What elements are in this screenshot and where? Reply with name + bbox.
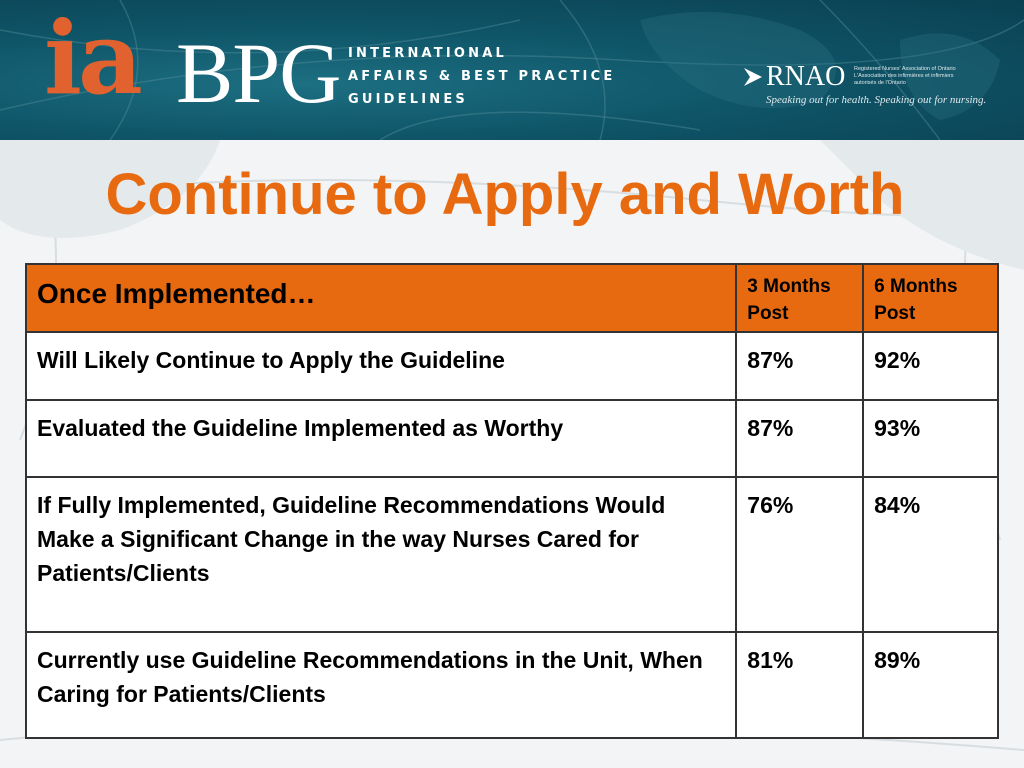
value-6-months-cell: 93%	[863, 400, 998, 477]
rnao-name: RNAO	[766, 61, 846, 92]
value-3-months-cell: 87%	[736, 332, 863, 400]
value-6-months-cell: 89%	[863, 632, 998, 738]
table-header-row	[26, 264, 998, 332]
value-3-months-cell: 81%	[736, 632, 863, 738]
column-header-statement: Once Implemented…	[26, 264, 736, 332]
rnao-org-line: autorisés de l'Ontario	[854, 80, 906, 86]
ia-logo: ia	[44, 0, 139, 117]
column-header-6-months: 6 Months Post	[863, 264, 998, 332]
slide-title: Continue to Apply and Worth	[105, 162, 905, 227]
statement-cell: Evaluated the Guideline Implemented as Worthy	[26, 400, 736, 477]
results-table	[25, 263, 999, 739]
value-6-months-cell: 84%	[863, 477, 998, 632]
column-header-3-months: 3 Months Post	[736, 264, 863, 332]
table-row	[26, 632, 998, 738]
statement-cell: Currently use Guideline Recommendations in the Unit, When Caring for Patients/Clients	[26, 632, 736, 738]
logo-tagline-line: GUIDELINES	[348, 92, 468, 107]
logo-tagline-line: AFFAIRS & BEST PRACTICE	[348, 69, 616, 84]
value-3-months-cell: 76%	[736, 477, 863, 632]
logo-tagline	[348, 42, 615, 111]
bpg-logo: BPG	[176, 25, 341, 121]
statement-cell: If Fully Implemented, Guideline Recommendations Would Make a Significant Change in the way Nurses Cared for Patients/Clients	[26, 477, 736, 632]
rnao-org-line: Registered Nurses' Association of Ontario	[854, 66, 956, 72]
value-3-months-cell: 87%	[736, 400, 863, 477]
table-row	[26, 332, 998, 400]
header-banner	[0, 0, 1024, 140]
table-row	[26, 477, 998, 632]
rnao-logo	[742, 62, 1002, 112]
rnao-tagline: Speaking out for health. Speaking out for nursing.	[766, 94, 987, 106]
value-6-months-cell: 92%	[863, 332, 998, 400]
logo-tagline-line: INTERNATIONAL	[348, 46, 507, 61]
rnao-org-name	[854, 66, 974, 87]
table-row	[26, 400, 998, 477]
statement-cell: Will Likely Continue to Apply the Guideline	[26, 332, 736, 400]
rnao-arrow-icon	[742, 66, 764, 88]
rnao-org-line: L'Association des infirmières et infirmiers	[854, 73, 954, 79]
